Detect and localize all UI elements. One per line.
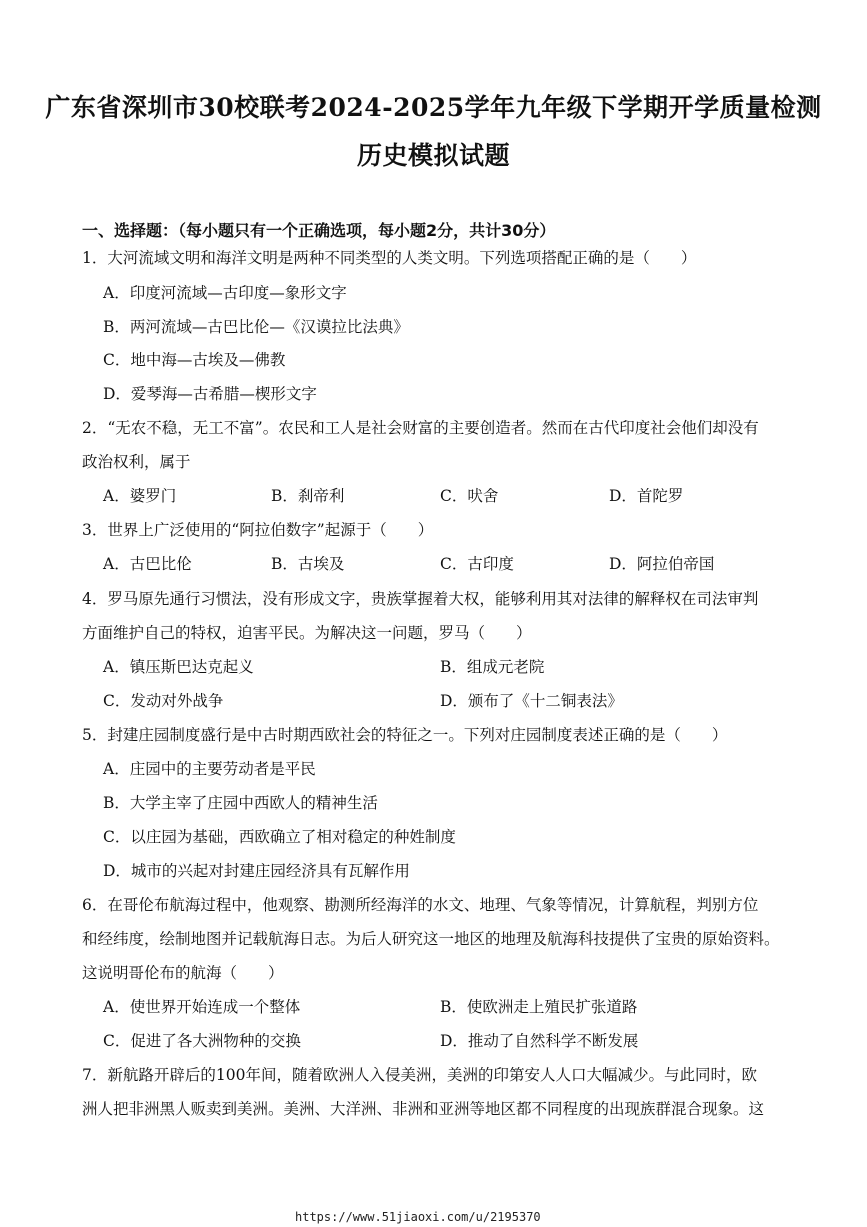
question-1-option-c: C．地中海—古埃及—佛教 xyxy=(103,351,286,369)
page-title-line-2: 历史模拟试题 xyxy=(356,141,510,170)
question-3-option-b: B．古埃及 xyxy=(271,555,345,573)
question-5-option-a: A．庄园中的主要劳动者是平民 xyxy=(103,760,316,778)
question-5-option-c: C．以庄园为基础，西欧确立了相对稳定的种姓制度 xyxy=(103,828,456,846)
question-2-stem-line-1: 2．“无农不稳，无工不富”。农民和工人是社会财富的主要创造者。然而在古代印度社会他们却没有 xyxy=(82,419,759,437)
question-1-stem: 1．大河流域文明和海洋文明是两种不同类型的人类文明。下列选项搭配正确的是（ ） xyxy=(82,249,697,267)
question-1-option-a: A．印度河流域—古印度—象形文字 xyxy=(103,284,347,302)
question-4-stem-line-2: 方面维护自己的特权，迫害平民。为解决这一问题，罗马（ ） xyxy=(82,624,532,642)
question-5-option-d: D．城市的兴起对封建庄园经济具有瓦解作用 xyxy=(103,862,410,880)
question-2-option-d: D．首陀罗 xyxy=(609,487,684,505)
question-4-option-c: C．发动对外战争 xyxy=(103,692,224,710)
question-6-stem-line-3: 这说明哥伦布的航海（ ） xyxy=(82,964,284,982)
question-5-option-b: B．大学主宰了庄园中西欧人的精神生活 xyxy=(103,794,378,812)
question-6-stem-line-2: 和经纬度，绘制地图并记载航海日志。为后人研究这一地区的地理及航海科技提供了宝贵的原始资料。 xyxy=(82,930,780,948)
question-6-option-d: D．推动了自然科学不断发展 xyxy=(440,1032,639,1050)
question-7-stem-line-2: 洲人把非洲黑人贩卖到美洲。美洲、大洋洲、非洲和亚洲等地区都不同程度的出现族群混合现象。这 xyxy=(82,1100,765,1118)
question-2-option-a: A．婆罗门 xyxy=(103,487,177,505)
question-6-option-b: B．使欧洲走上殖民扩张道路 xyxy=(440,998,638,1016)
footer-url[interactable]: https://www.51jiaoxi.com/u/2195370 xyxy=(295,1210,541,1224)
question-4-option-d: D．颁布了《十二铜表法》 xyxy=(440,692,623,710)
question-7-stem-line-1: 7．新航路开辟后的100年间，随着欧洲人入侵美洲，美洲的印第安人人口大幅减少。与此同时，欧 xyxy=(82,1066,757,1084)
section-heading: 一、选择题：（每小题只有一个正确选项，每小题2分，共计30分） xyxy=(82,221,556,240)
question-3-stem: 3．世界上广泛使用的“阿拉伯数字”起源于（ ） xyxy=(82,521,434,539)
question-3-option-a: A．古巴比伦 xyxy=(103,555,192,573)
question-3-option-c: C．古印度 xyxy=(440,555,514,573)
question-1-option-d: D．爱琴海—古希腊—楔形文字 xyxy=(103,385,317,403)
question-4-option-b: B．组成元老院 xyxy=(440,658,545,676)
question-2-option-b: B．刹帝利 xyxy=(271,487,345,505)
question-4-stem-line-1: 4．罗马原先通行习惯法，没有形成文字，贵族掌握着大权，能够利用其对法律的解释权在司法审判 xyxy=(82,590,759,608)
question-6-stem-line-1: 6．在哥伦布航海过程中，他观察、勘测所经海洋的水文、地理、气象等情况，计算航程，判别方位 xyxy=(82,896,759,914)
question-4-option-a: A．镇压斯巴达克起义 xyxy=(103,658,254,676)
question-2-option-c: C．吠舍 xyxy=(440,487,499,505)
question-2-stem-line-2: 政治权利，属于 xyxy=(82,453,191,471)
question-3-option-d: D．阿拉伯帝国 xyxy=(609,555,715,573)
question-1-option-b: B．两河流域—古巴比伦—《汉谟拉比法典》 xyxy=(103,318,409,336)
question-6-option-c: C．促进了各大洲物种的交换 xyxy=(103,1032,301,1050)
question-5-stem: 5．封建庄园制度盛行是中古时期西欧社会的特征之一。下列对庄园制度表述正确的是（ ） xyxy=(82,726,728,744)
question-6-option-a: A．使世界开始连成一个整体 xyxy=(103,998,301,1016)
page-title-line-1: 广东省深圳市30校联考2024-2025学年九年级下学期开学质量检测 xyxy=(45,93,822,122)
